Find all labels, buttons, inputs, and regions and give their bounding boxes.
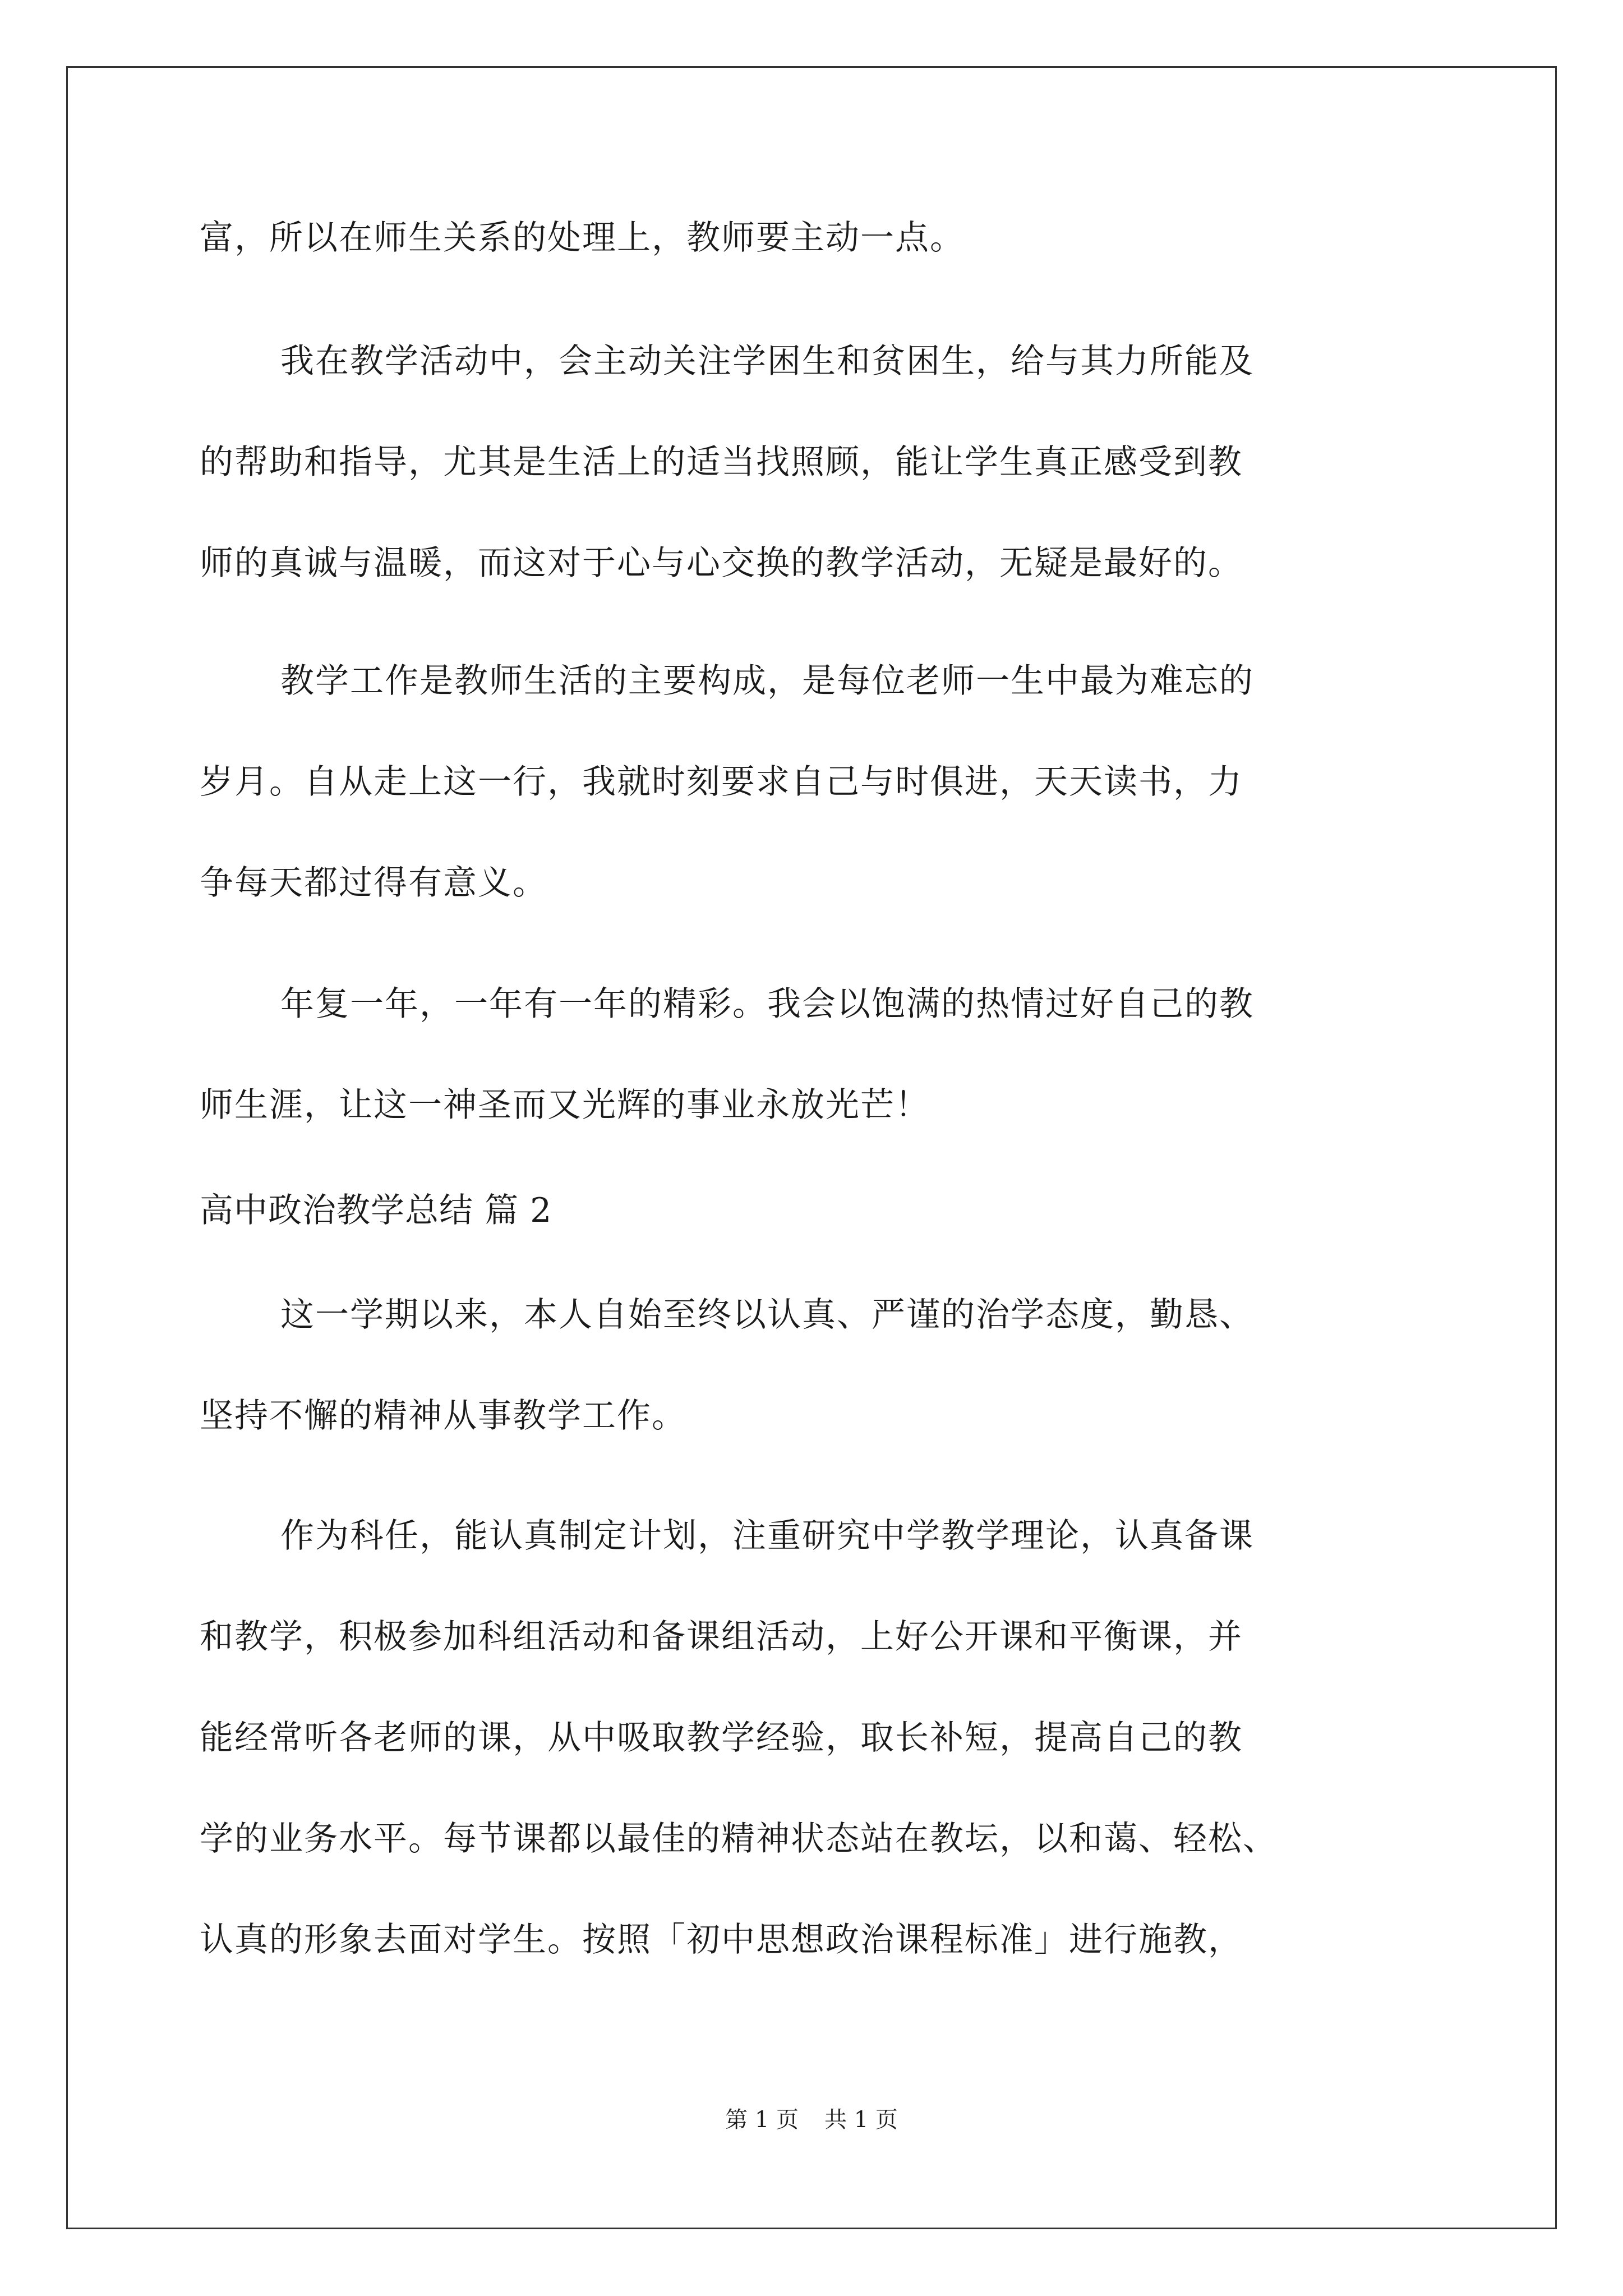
paragraph-line: 学的业务水平。每节课都以最佳的精神状态站在教坛，以和蔼、轻松、 [200,1819,1278,1858]
page-number: 第 1 页 [725,2107,799,2133]
section-heading: 高中政治教学总结 篇 2 [200,1191,552,1230]
paragraph-line: 和教学，积极参加科组活动和备课组活动，上好公开课和平衡课，并 [200,1617,1243,1657]
paragraph-line: 这一学期以来，本人自始至终以认真、严谨的治学态度，勤恳、 [280,1295,1254,1335]
page-footer [0,2106,1623,2134]
paragraph-line: 师生涯，让这一神圣而又光辉的事业永放光芒！ [200,1085,930,1125]
paragraph-line: 能经常听各老师的课，从中吸取教学经验，取长补短，提高自己的教 [200,1718,1243,1757]
paragraph-line: 作为科任，能认真制定计划，注重研究中学教学理论，认真备课 [280,1516,1254,1556]
paragraph-line: 教学工作是教师生活的主要构成，是每位老师一生中最为难忘的 [280,661,1254,701]
paragraph-line: 岁月。自从走上这一行，我就时刻要求自己与时俱进，天天读书，力 [200,762,1243,802]
paragraph-line: 我在教学活动中，会主动关注学困生和贫困生，给与其力所能及 [280,342,1254,381]
paragraph-line: 认真的形象去面对学生。按照「初中思想政治课程标准」进行施教， [200,1920,1243,1959]
paragraph-line: 富，所以在师生关系的处理上，教师要主动一点。 [200,218,965,257]
page-border [66,66,1557,2229]
page-total: 共 1 页 [824,2107,898,2133]
paragraph-line: 年复一年，一年有一年的精彩。我会以饱满的热情过好自己的教 [280,984,1254,1024]
paragraph-line: 的帮助和指导，尤其是生活上的适当找照顾，能让学生真正感受到教 [200,443,1243,482]
paragraph-line: 坚持不懈的精神从事教学工作。 [200,1396,686,1435]
paragraph-line: 争每天都过得有意义。 [200,863,547,903]
paragraph-line: 师的真诚与温暖，而这对于心与心交换的教学活动，无疑是最好的。 [200,544,1243,583]
